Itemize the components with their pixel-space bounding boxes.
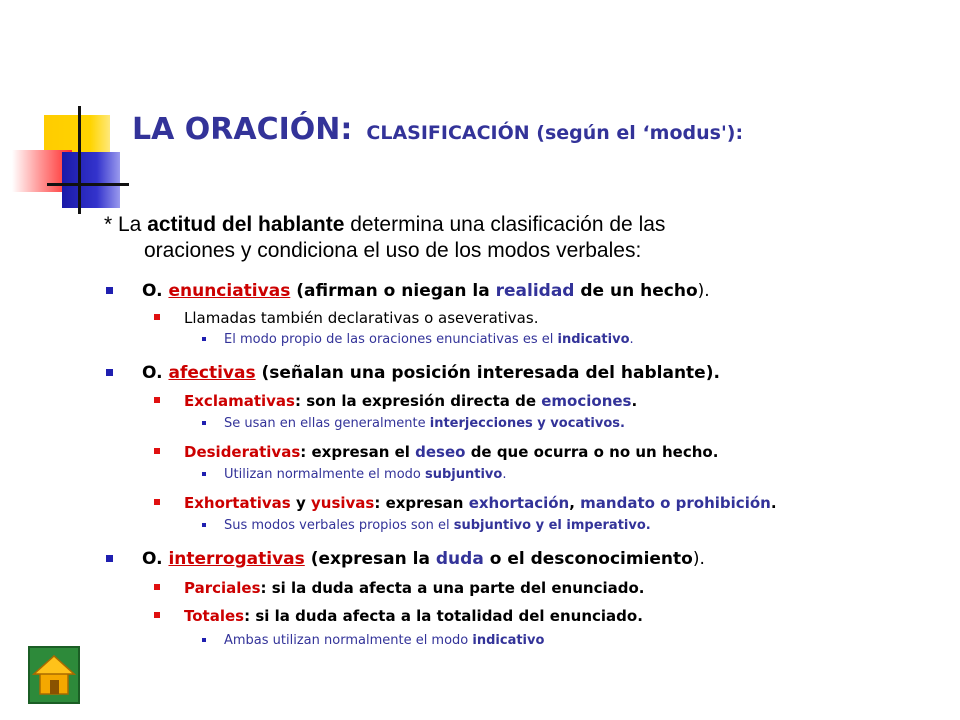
intro-paragraph [104, 212, 904, 264]
item-highlight: realidad [495, 281, 575, 301]
bullet-icon [202, 638, 206, 642]
item-text: ). [692, 549, 705, 569]
item-prefix: O. [142, 549, 169, 569]
bullet-icon [154, 397, 160, 403]
item-text: (expresan la [304, 549, 436, 569]
subitem-text: : si la duda afecta a la totalidad del enunciado. [244, 607, 643, 625]
note-text: Se usan en ellas generalmente [224, 416, 430, 431]
list-subitem-desiderativas [184, 443, 718, 461]
item-text: de un hecho [574, 281, 698, 301]
subitem-highlight: exhortación [468, 494, 570, 512]
item-text: (señalan una posición interesada del hablante). [255, 363, 720, 383]
bullet-icon [154, 612, 160, 618]
note-bold: indicativo [557, 332, 630, 347]
list-note [224, 633, 544, 648]
subitem-name: Parciales [184, 579, 261, 597]
subitem-name: Desiderativas [184, 443, 301, 461]
subitem-name: Exhortativas [184, 494, 291, 512]
intro-text-1: determina una clasificación de las [344, 213, 666, 236]
intro-text-2: oraciones y condiciona el uso de los modos verbales: [144, 239, 642, 262]
list-subitem-exclamativas [184, 392, 637, 410]
subitem-text: de que ocurra o no un hecho. [465, 443, 719, 461]
bullet-icon [154, 448, 160, 454]
intro-star: * La [104, 213, 148, 236]
bullet-icon [154, 584, 160, 590]
subitem-text: , [569, 494, 581, 512]
subitem-text: : expresan el [300, 443, 416, 461]
list-note [224, 416, 625, 431]
bullet-icon [202, 337, 206, 341]
subitem-text: . [631, 392, 638, 410]
list-note [224, 518, 651, 533]
note-bold: subjuntivo [425, 467, 503, 482]
link-afectivas[interactable]: afectivas [168, 363, 256, 383]
bullet-icon [154, 499, 160, 505]
note-bold: interjecciones y vocativos. [429, 416, 625, 431]
intro-bold: actitud del hablante [147, 213, 345, 236]
home-icon [30, 648, 78, 702]
subitem-text: . [770, 494, 777, 512]
bullet-icon [202, 523, 206, 527]
slide-title [132, 112, 743, 147]
item-text: (afirman o niegan la [290, 281, 496, 301]
link-enunciativas[interactable]: enunciativas [168, 281, 291, 301]
subitem-highlight: deseo [415, 443, 466, 461]
list-subitem-exhortativas [184, 494, 777, 512]
item-text: ). [697, 281, 710, 301]
subitem-text: : si la duda afecta a una parte del enunciado. [260, 579, 645, 597]
list-subitem-parciales [184, 579, 645, 597]
subitem-highlight: emociones [541, 392, 632, 410]
note-text: Ambas utilizan normalmente el modo [224, 633, 473, 648]
list-subitem [184, 309, 538, 327]
subitem-text: y [290, 494, 311, 512]
decor-vertical-line [78, 106, 81, 214]
bullet-icon [202, 472, 206, 476]
note-bold: subjuntivo y el imperativo. [453, 518, 651, 533]
bullet-icon [106, 369, 113, 376]
note-text: Sus modos verbales propios son el [224, 518, 454, 533]
note-bold: indicativo [472, 633, 545, 648]
item-highlight: duda [435, 549, 484, 569]
title-subtitle: CLASIFICACIÓN (según el ‘modus'): [366, 122, 744, 144]
list-subitem-totales [184, 607, 643, 625]
subitem-name: yusivas [310, 494, 375, 512]
subitem-text: : expresan [374, 494, 469, 512]
bullet-icon [106, 555, 113, 562]
subitem-highlight: mandato o prohibición [580, 494, 771, 512]
title-main: LA ORACIÓN: [132, 112, 353, 147]
decor-blue-square [62, 152, 120, 208]
list-item-enunciativas [142, 281, 710, 301]
bullet-icon [154, 314, 160, 320]
subitem-name: Totales [184, 607, 245, 625]
note-text: Utilizan normalmente el modo [224, 467, 425, 482]
note-text: El modo propio de las oraciones enunciativas es el [224, 332, 558, 347]
decor-horizontal-line [47, 183, 129, 186]
list-note [224, 332, 634, 347]
item-text: o el desconocimiento [483, 549, 693, 569]
list-note [224, 467, 506, 482]
bullet-icon [202, 421, 206, 425]
subitem-text: Llamadas también declarativas o aseverativas. [184, 309, 539, 327]
link-interrogativas[interactable]: interrogativas [168, 549, 305, 569]
list-item-afectivas [142, 363, 720, 383]
item-prefix: O. [142, 281, 169, 301]
note-text: . [629, 332, 634, 347]
subitem-text: : son la expresión directa de [294, 392, 542, 410]
subitem-name: Exclamativas [184, 392, 295, 410]
note-text: . [502, 467, 507, 482]
bullet-icon [106, 287, 113, 294]
item-prefix: O. [142, 363, 169, 383]
home-button[interactable] [28, 646, 80, 704]
list-item-interrogativas [142, 549, 705, 569]
